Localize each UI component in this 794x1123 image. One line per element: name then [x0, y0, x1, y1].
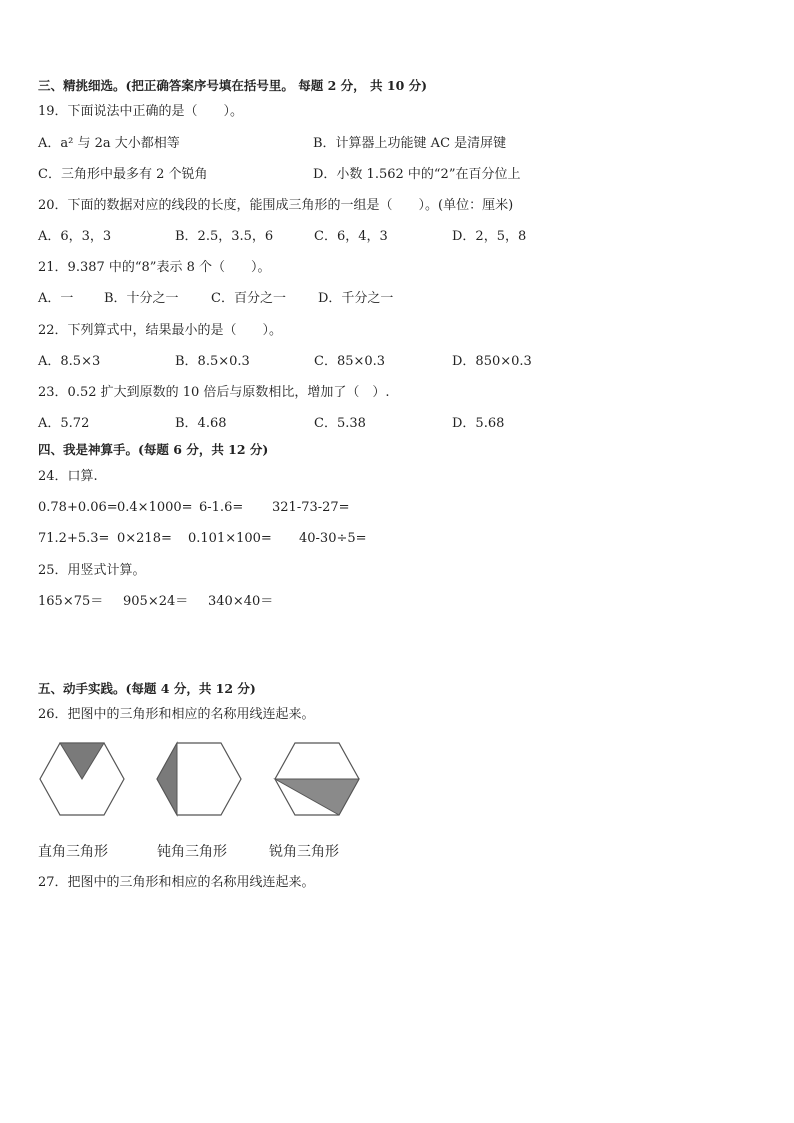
q23-option-a: A．5.72 — [38, 416, 90, 431]
mental-calc-item: 40-30÷5= — [299, 531, 367, 546]
q21-option-a: A．一 — [38, 291, 74, 306]
q20-option-c: C．6，4，3 — [314, 229, 388, 244]
hexagon-acute-triangle-icon — [38, 740, 126, 818]
q19-option-a: A．a² 与 2a 大小都相等 — [38, 136, 180, 151]
q21-option-c: C．百分之一 — [211, 291, 286, 306]
vertical-calc-item: 340×40＝ — [208, 594, 274, 609]
question-24: 24．口算. — [38, 469, 98, 484]
q23-option-d: D．5.68 — [452, 416, 505, 431]
mental-calc-item: 71.2+5.3= — [38, 531, 110, 546]
vertical-calc-item: 905×24＝ — [123, 594, 189, 609]
question-25: 25．用竖式计算。 — [38, 563, 146, 578]
mental-calc-item: 0×218= — [117, 531, 172, 546]
mental-calc-item: 0.4×1000= — [117, 500, 193, 515]
mental-calc-item: 0.101×100= — [188, 531, 272, 546]
question-26: 26．把图中的三角形和相应的名称用线连起来。 — [38, 707, 315, 722]
q21-option-b: B．十分之一 — [104, 291, 179, 306]
mental-calc-item: 6-1.6= — [199, 500, 244, 515]
q19-option-c: C．三角形中最多有 2 个锐角 — [38, 167, 208, 182]
q22-option-a: A．8.5×3 — [38, 354, 101, 369]
question-21: 21．9.387 中的“8”表示 8 个（ ）。 — [38, 260, 271, 275]
vertical-calc-item: 165×75＝ — [38, 594, 104, 609]
question-20: 20．下面的数据对应的线段的长度，能围成三角形的一组是（ ）。(单位：厘米) — [38, 198, 514, 213]
question-22: 22．下列算式中，结果最小的是（ ）。 — [38, 323, 283, 338]
q22-option-c: C．85×0.3 — [314, 354, 386, 369]
section-3-heading: 三、精挑细选。(把正确答案序号填在括号里。 每题 2 分， 共 10 分) — [38, 78, 428, 93]
question-23: 23．0.52 扩大到原数的 10 倍后与原数相比，增加了（ ）. — [38, 385, 390, 400]
q22-option-b: B．8.5×0.3 — [175, 354, 250, 369]
q20-option-d: D．2，5，8 — [452, 229, 527, 244]
hexagon-obtuse-triangle-icon — [273, 740, 361, 818]
q22-option-d: D．850×0.3 — [452, 354, 532, 369]
q23-option-c: C．5.38 — [314, 416, 366, 431]
question-19: 19．下面说法中正确的是（ ）。 — [38, 104, 244, 119]
q19-option-d: D．小数 1.562 中的“2”在百分位上 — [313, 167, 521, 182]
q23-option-b: B．4.68 — [175, 416, 227, 431]
label-acute-triangle: 锐角三角形 — [269, 844, 339, 860]
section-4-heading: 四、我是神算手。(每题 6 分，共 12 分) — [38, 442, 269, 457]
question-27: 27．把图中的三角形和相应的名称用线连起来。 — [38, 875, 315, 890]
label-right-triangle: 直角三角形 — [38, 844, 108, 860]
q20-option-a: A．6，3，3 — [38, 229, 112, 244]
section-5-heading: 五、动手实践。(每题 4 分，共 12 分) — [38, 681, 256, 696]
label-obtuse-triangle: 钝角三角形 — [157, 844, 227, 860]
q20-option-b: B．2.5，3.5，6 — [175, 229, 274, 244]
mental-calc-item: 321-73-27= — [272, 500, 350, 515]
q19-option-b: B．计算器上功能键 AC 是清屏键 — [313, 136, 507, 151]
mental-calc-item: 0.78+0.06= — [38, 500, 118, 515]
q21-option-d: D．千分之一 — [318, 291, 394, 306]
hexagon-right-triangle-icon — [155, 740, 243, 818]
